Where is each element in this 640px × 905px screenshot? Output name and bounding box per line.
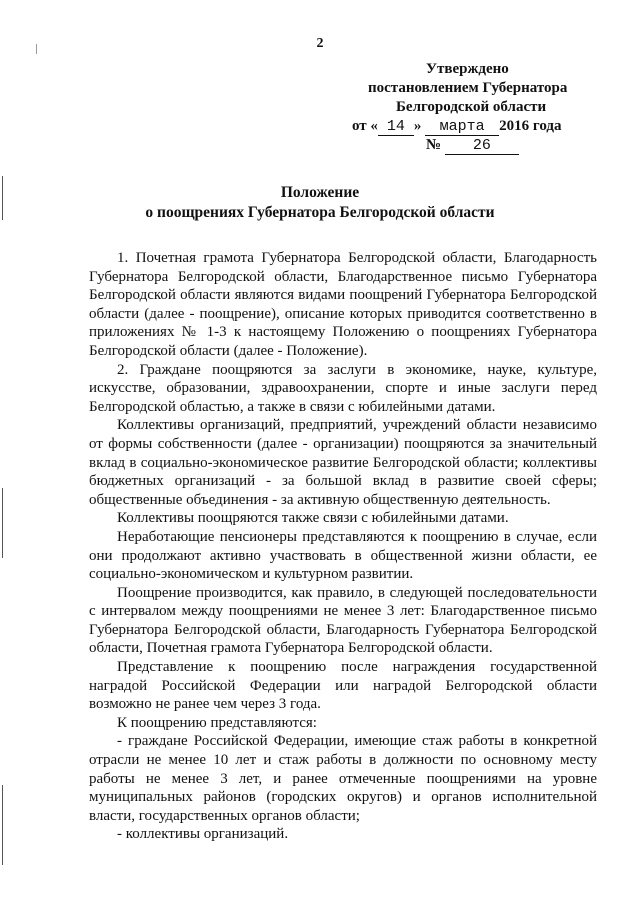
date-year: 2016 года <box>499 118 562 134</box>
paragraph: Коллективы поощряются также связи с юбилейными датами. <box>117 510 509 527</box>
number-label: № <box>426 137 442 153</box>
title-line-1: Положение <box>280 184 360 201</box>
paragraph: Коллективы организаций, предприятий, учреждений области независимо от формы собственности (далее - организации) поощряются за значительный вклад в социально-экономическое развитие Белгородской области; коллективы бюджетных организаций - за большой вклад в развитие своей сферы; общественные объединения - за активную общественную деятельность. <box>89 417 597 508</box>
page-number: 2 <box>316 36 324 51</box>
approval-line-2: постановлением Губернатора <box>368 80 568 96</box>
title-line-2: о поощрениях Губернатора Белгородской области <box>145 204 495 221</box>
approval-date <box>340 117 590 136</box>
list-item: - граждане Российской Федерации, имеющие стаж работы в конкретной отрасли не менее 10 лет и стаж работы в должности по основному месту работы не менее 3 лет, и ранее отмеченные поощрениями на уровне муниципальных районов (городских округов) и органов исполнительной власти, государственных органов области; <box>89 733 597 824</box>
document-title <box>0 183 640 223</box>
approval-line-1: Утверждено <box>426 61 509 77</box>
scan-edge-mark <box>2 785 3 865</box>
document-body <box>89 249 597 844</box>
date-month: марта <box>425 119 499 136</box>
paragraph: Поощрение производится, как правило, в следующей последовательности с интервалом между поощрениями не менее 3 лет: Благодарственное письмо Губернатора Белгородской области, Благодарность Губернатора Белгородской области, Почетная грамота Губернатора Белгородской области. <box>89 584 597 657</box>
date-mid: » <box>413 118 422 134</box>
approval-number <box>340 136 590 155</box>
approval-block <box>340 60 590 155</box>
paragraph: 1. Почетная грамота Губернатора Белгородской области, Благодарность Губернатора Белгородской области, Благодарственное письмо Губернатора Белгородской области являются видами поощрений Губернатора Белгородской области (далее - поощрение), описание которых приводится соответственно в приложениях № 1-3 к настоящему Положению о поощрениях Губернатора Белгородской области (далее - Положение). <box>89 250 597 359</box>
paragraph: Представление к поощрению после награждения государственной наградой Российской Федерации или наградой Белгородской области возможно не ранее чем через 3 года. <box>89 659 597 713</box>
list-item: - коллективы организаций. <box>117 826 289 843</box>
paragraph: Неработающие пенсионеры представляются к поощрению в случае, если они продолжают активно участвовать в общественной жизни области, ее социально-экономическом и культурном развитии. <box>89 528 597 583</box>
date-day: 14 <box>378 119 414 136</box>
paragraph: К поощрению представляются: <box>117 714 317 731</box>
approval-line-3: Белгородской области <box>396 99 547 115</box>
number-value: 26 <box>445 138 519 155</box>
scan-edge-mark <box>2 488 3 558</box>
date-prefix: от « <box>352 118 378 134</box>
paragraph: 2. Граждане поощряются за заслуги в экономике, науке, культуре, искусстве, образовании, здравоохранении, спорте и иные заслуги перед Белгородской областью, а также в связи с юбилейными датами. <box>89 361 597 415</box>
